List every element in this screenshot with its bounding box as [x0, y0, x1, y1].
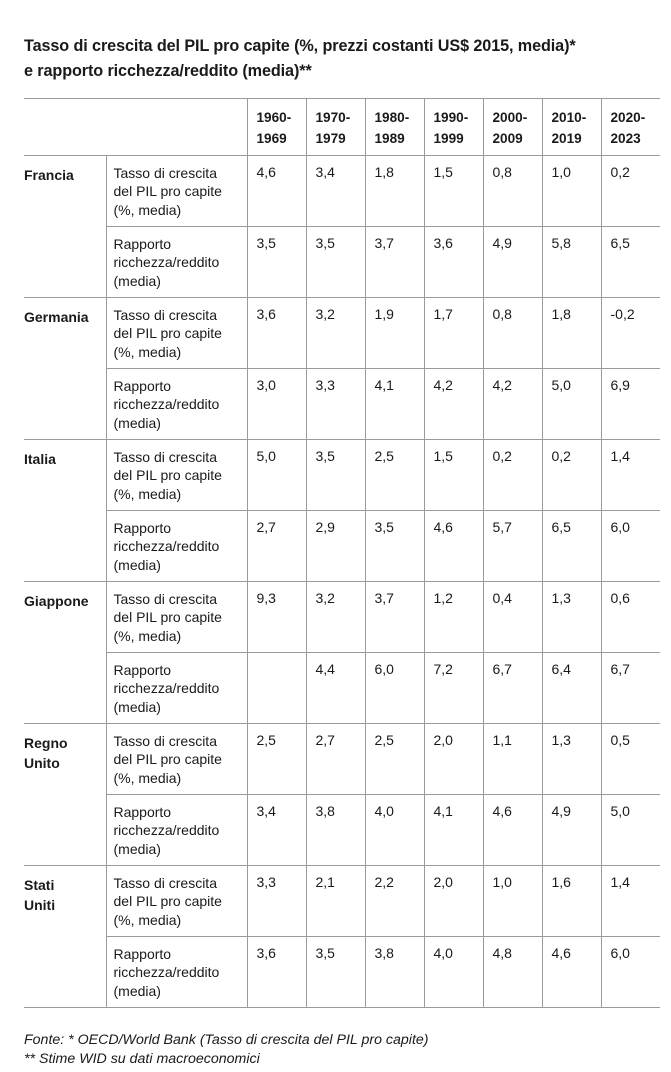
- ratio-value: 4,6: [424, 511, 483, 582]
- ratio-value: 3,8: [306, 795, 365, 866]
- ratio-value: 6,0: [601, 511, 660, 582]
- growth-value: 2,1: [306, 866, 365, 937]
- ratio-value: 4,8: [483, 937, 542, 1008]
- country-name: Italia: [24, 440, 106, 582]
- ratio-value: 5,0: [542, 369, 601, 440]
- ratio-value: 4,0: [424, 937, 483, 1008]
- growth-value: 5,0: [247, 440, 306, 511]
- ratio-value: 6,7: [601, 653, 660, 724]
- growth-value: 1,8: [365, 156, 424, 227]
- row-label-ratio: Rapporto ricchezza/reddito (media): [106, 369, 247, 440]
- ratio-value: 4,2: [483, 369, 542, 440]
- ratio-value: 3,5: [306, 937, 365, 1008]
- ratio-value: 6,4: [542, 653, 601, 724]
- ratio-value: 3,5: [365, 511, 424, 582]
- period-header: 1980- 1989: [365, 99, 424, 156]
- country-name: Regno Unito: [24, 724, 106, 866]
- row-label-growth: Tasso di crescita del PIL pro capite (%, media): [106, 156, 247, 227]
- country-name: Stati Uniti: [24, 866, 106, 1008]
- ratio-value: 3,5: [247, 227, 306, 298]
- ratio-value: 4,6: [483, 795, 542, 866]
- table-title: [24, 34, 664, 84]
- ratio-value: 6,9: [601, 369, 660, 440]
- table-row: [24, 369, 660, 440]
- period-header: 2020- 2023: [601, 99, 660, 156]
- growth-value: 1,0: [542, 156, 601, 227]
- growth-value: 2,5: [365, 440, 424, 511]
- table-row: [24, 582, 660, 653]
- growth-value: 3,3: [247, 866, 306, 937]
- ratio-value: [247, 653, 306, 724]
- ratio-value: 4,1: [365, 369, 424, 440]
- footnote: [24, 1031, 429, 1069]
- ratio-value: 4,9: [542, 795, 601, 866]
- row-label-growth: Tasso di crescita del PIL pro capite (%, media): [106, 582, 247, 653]
- country-name: Francia: [24, 156, 106, 298]
- data-table: [24, 98, 660, 1008]
- ratio-value: 4,0: [365, 795, 424, 866]
- ratio-value: 4,1: [424, 795, 483, 866]
- growth-value: 3,4: [306, 156, 365, 227]
- growth-value: 0,2: [542, 440, 601, 511]
- row-label-ratio: Rapporto ricchezza/reddito (media): [106, 653, 247, 724]
- ratio-value: 2,9: [306, 511, 365, 582]
- table-row: [24, 227, 660, 298]
- period-header: 2000- 2009: [483, 99, 542, 156]
- ratio-value: 6,0: [365, 653, 424, 724]
- title-line-2: e rapporto ricchezza/reddito (media)**: [24, 62, 312, 80]
- row-label-ratio: Rapporto ricchezza/reddito (media): [106, 511, 247, 582]
- growth-value: 3,7: [365, 582, 424, 653]
- period-header: 1960- 1969: [247, 99, 306, 156]
- growth-value: 2,5: [247, 724, 306, 795]
- growth-value: 1,5: [424, 440, 483, 511]
- ratio-value: 2,7: [247, 511, 306, 582]
- table-row: [24, 653, 660, 724]
- ratio-value: 6,0: [601, 937, 660, 1008]
- footnote-line-2: ** Stime WID su dati macroeconomici: [24, 1051, 260, 1067]
- growth-value: 0,2: [483, 440, 542, 511]
- row-label-growth: Tasso di crescita del PIL pro capite (%, media): [106, 866, 247, 937]
- ratio-value: 5,0: [601, 795, 660, 866]
- growth-value: 1,8: [542, 298, 601, 369]
- ratio-value: 5,8: [542, 227, 601, 298]
- table-row: [24, 156, 660, 227]
- table-row: [24, 440, 660, 511]
- growth-value: 1,3: [542, 582, 601, 653]
- ratio-value: 6,7: [483, 653, 542, 724]
- country-name: Germania: [24, 298, 106, 440]
- growth-value: 2,5: [365, 724, 424, 795]
- row-label-growth: Tasso di crescita del PIL pro capite (%, media): [106, 298, 247, 369]
- row-label-ratio: Rapporto ricchezza/reddito (media): [106, 227, 247, 298]
- growth-value: 9,3: [247, 582, 306, 653]
- growth-value: 1,1: [483, 724, 542, 795]
- ratio-value: 6,5: [601, 227, 660, 298]
- growth-value: 3,6: [247, 298, 306, 369]
- row-label-ratio: Rapporto ricchezza/reddito (media): [106, 937, 247, 1008]
- ratio-value: 3,5: [306, 227, 365, 298]
- growth-value: 2,0: [424, 724, 483, 795]
- table-row: [24, 937, 660, 1008]
- ratio-value: 4,2: [424, 369, 483, 440]
- row-label-growth: Tasso di crescita del PIL pro capite (%, media): [106, 724, 247, 795]
- table-row: [24, 795, 660, 866]
- growth-value: 4,6: [247, 156, 306, 227]
- ratio-value: 6,5: [542, 511, 601, 582]
- period-header: 2010- 2019: [542, 99, 601, 156]
- growth-value: 1,3: [542, 724, 601, 795]
- growth-value: 0,8: [483, 298, 542, 369]
- table-row: [24, 866, 660, 937]
- ratio-value: 3,6: [247, 937, 306, 1008]
- ratio-value: 3,0: [247, 369, 306, 440]
- ratio-value: 4,9: [483, 227, 542, 298]
- ratio-value: 3,6: [424, 227, 483, 298]
- ratio-value: 5,7: [483, 511, 542, 582]
- ratio-value: 3,4: [247, 795, 306, 866]
- growth-value: 1,6: [542, 866, 601, 937]
- growth-value: -0,2: [601, 298, 660, 369]
- table-row: [24, 298, 660, 369]
- table-row: [24, 511, 660, 582]
- ratio-value: 4,4: [306, 653, 365, 724]
- row-label-growth: Tasso di crescita del PIL pro capite (%, media): [106, 440, 247, 511]
- growth-value: 2,0: [424, 866, 483, 937]
- ratio-value: 3,7: [365, 227, 424, 298]
- growth-value: 0,5: [601, 724, 660, 795]
- period-header: 1990- 1999: [424, 99, 483, 156]
- growth-value: 1,2: [424, 582, 483, 653]
- period-header: 1970- 1979: [306, 99, 365, 156]
- table-body: [24, 156, 660, 1008]
- growth-value: 0,8: [483, 156, 542, 227]
- growth-value: 1,4: [601, 440, 660, 511]
- ratio-value: 3,3: [306, 369, 365, 440]
- ratio-value: 4,6: [542, 937, 601, 1008]
- header-stub: [24, 99, 247, 156]
- header-row: [24, 99, 660, 156]
- growth-value: 1,5: [424, 156, 483, 227]
- growth-value: 0,4: [483, 582, 542, 653]
- title-line-1: Tasso di crescita del PIL pro capite (%, prezzi costanti US$ 2015, media)*: [24, 37, 576, 55]
- ratio-value: 3,8: [365, 937, 424, 1008]
- ratio-value: 7,2: [424, 653, 483, 724]
- country-name: Giappone: [24, 582, 106, 724]
- growth-value: 2,7: [306, 724, 365, 795]
- growth-value: 2,2: [365, 866, 424, 937]
- growth-value: 1,9: [365, 298, 424, 369]
- growth-value: 0,6: [601, 582, 660, 653]
- growth-value: 3,2: [306, 298, 365, 369]
- growth-value: 1,4: [601, 866, 660, 937]
- table-row: [24, 724, 660, 795]
- growth-value: 3,5: [306, 440, 365, 511]
- footnote-line-1: Fonte: * OECD/World Bank (Tasso di crescita del PIL pro capite): [24, 1032, 429, 1048]
- growth-value: 0,2: [601, 156, 660, 227]
- growth-value: 1,0: [483, 866, 542, 937]
- growth-value: 1,7: [424, 298, 483, 369]
- growth-value: 3,2: [306, 582, 365, 653]
- row-label-ratio: Rapporto ricchezza/reddito (media): [106, 795, 247, 866]
